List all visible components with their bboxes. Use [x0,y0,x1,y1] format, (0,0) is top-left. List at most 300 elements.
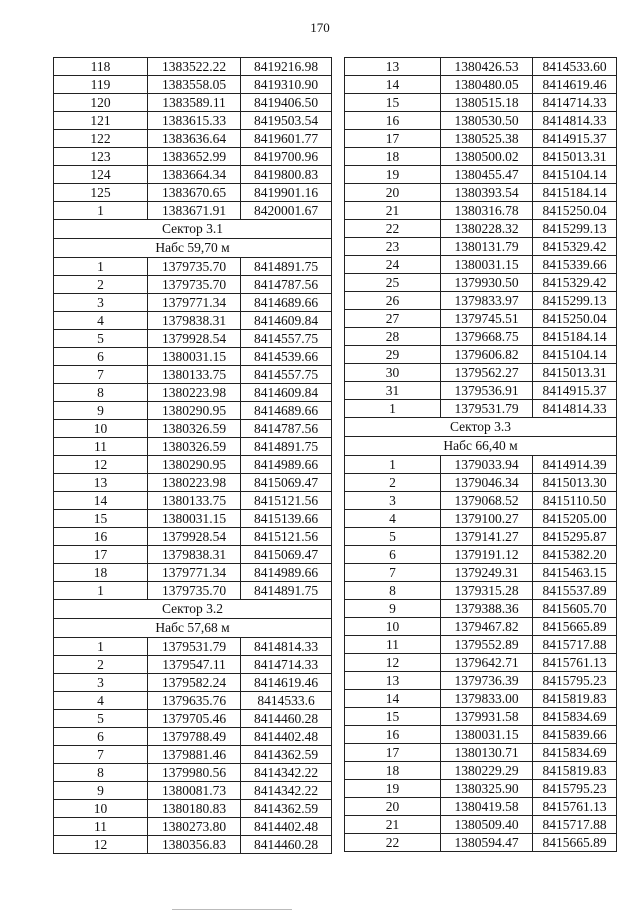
y-coordinate: 8415717.88 [533,816,617,834]
y-coordinate: 8415605.70 [533,600,617,618]
y-coordinate: 8414714.33 [241,656,332,674]
y-coordinate: 8419700.96 [241,148,332,166]
table-row [345,528,617,546]
x-coordinate: 1380031.15 [148,510,241,528]
x-coordinate: 1379771.34 [148,294,241,312]
point-number: 16 [345,112,441,130]
x-coordinate: 1379068.52 [441,492,533,510]
table-row [345,672,617,690]
table-row [345,834,617,852]
point-number: 7 [54,746,148,764]
point-number: 28 [345,328,441,346]
table-row [345,762,617,780]
y-coordinate: 8414609.84 [241,312,332,330]
table-row [345,238,617,256]
point-number: 2 [54,276,148,294]
table-row [345,112,617,130]
table-row [54,746,332,764]
table-row [54,510,332,528]
x-coordinate: 1380081.73 [148,782,241,800]
table-row [54,330,332,348]
table-row [54,710,332,728]
y-coordinate: 8414787.56 [241,420,332,438]
table-row [345,148,617,166]
point-number: 1 [54,582,148,600]
table-row [54,564,332,582]
y-coordinate: 8419216.98 [241,58,332,76]
point-number: 1 [54,258,148,276]
table-row [345,274,617,292]
x-coordinate: 1379668.75 [441,328,533,346]
x-coordinate: 1379547.11 [148,656,241,674]
point-number: 2 [345,474,441,492]
x-coordinate: 1383652.99 [148,148,241,166]
y-coordinate: 8415250.04 [533,202,617,220]
point-number: 1 [54,638,148,656]
section-header-row [54,619,332,638]
table-row [54,312,332,330]
y-coordinate: 8415761.13 [533,654,617,672]
point-number: 8 [345,582,441,600]
point-number: 10 [345,618,441,636]
y-coordinate: 8415121.56 [241,528,332,546]
table-row [345,94,617,112]
point-number: 4 [54,312,148,330]
table-row [345,220,617,238]
point-number: 5 [54,710,148,728]
table-row [345,492,617,510]
point-number: 16 [345,726,441,744]
point-number: 11 [54,438,148,456]
y-coordinate: 8414714.33 [533,94,617,112]
x-coordinate: 1380133.75 [148,366,241,384]
y-coordinate: 8415329.42 [533,274,617,292]
x-coordinate: 1380393.54 [441,184,533,202]
y-coordinate: 8414533.6 [241,692,332,710]
table-row [54,656,332,674]
table-row [345,310,617,328]
x-coordinate: 1380480.05 [441,76,533,94]
table-row [54,438,332,456]
x-coordinate: 1383670.65 [148,184,241,202]
x-coordinate: 1380131.79 [441,238,533,256]
x-coordinate: 1379033.94 [441,456,533,474]
y-coordinate: 8415839.66 [533,726,617,744]
table-row [54,112,332,130]
y-coordinate: 8415463.15 [533,564,617,582]
x-coordinate: 1379249.31 [441,564,533,582]
point-number: 11 [54,818,148,836]
x-coordinate: 1379536.91 [441,382,533,400]
x-coordinate: 1383615.33 [148,112,241,130]
point-number: 125 [54,184,148,202]
table-row [345,546,617,564]
y-coordinate: 8415382.20 [533,546,617,564]
y-coordinate: 8414402.48 [241,818,332,836]
x-coordinate: 1379705.46 [148,710,241,728]
table-row [345,456,617,474]
point-number: 10 [54,420,148,438]
point-number: 1 [345,400,441,418]
point-number: 14 [54,492,148,510]
table-row [345,292,617,310]
y-coordinate: 8415184.14 [533,184,617,202]
table-row [345,382,617,400]
y-coordinate: 8415205.00 [533,510,617,528]
x-coordinate: 1379467.82 [441,618,533,636]
point-number: 24 [345,256,441,274]
table-row [345,636,617,654]
x-coordinate: 1383522.22 [148,58,241,76]
table-row [54,638,332,656]
x-coordinate: 1379315.28 [441,582,533,600]
y-coordinate: 8414689.66 [241,402,332,420]
point-number: 1 [54,202,148,220]
table-row [345,256,617,274]
y-coordinate: 8415013.31 [533,364,617,382]
x-coordinate: 1380326.59 [148,420,241,438]
y-coordinate: 8419901.16 [241,184,332,202]
x-coordinate: 1380515.18 [441,94,533,112]
x-coordinate: 1379388.36 [441,600,533,618]
x-coordinate: 1379141.27 [441,528,533,546]
point-number: 9 [345,600,441,618]
x-coordinate: 1380419.58 [441,798,533,816]
y-coordinate: 8414914.39 [533,456,617,474]
section-header: Сектор 3.3 [345,418,617,437]
table-row [54,674,332,692]
point-number: 5 [345,528,441,546]
point-number: 21 [345,816,441,834]
table-row [54,94,332,112]
x-coordinate: 1380133.75 [148,492,241,510]
point-number: 19 [345,780,441,798]
point-number: 119 [54,76,148,94]
x-coordinate: 1380290.95 [148,456,241,474]
y-coordinate: 8414787.56 [241,276,332,294]
x-coordinate: 1379838.31 [148,546,241,564]
point-number: 1 [345,456,441,474]
y-coordinate: 8415795.23 [533,672,617,690]
table-row [54,528,332,546]
y-coordinate: 8414891.75 [241,438,332,456]
point-number: 17 [345,130,441,148]
point-number: 15 [345,94,441,112]
y-coordinate: 8414619.46 [241,674,332,692]
x-coordinate: 1379642.71 [441,654,533,672]
point-number: 30 [345,364,441,382]
y-coordinate: 8419601.77 [241,130,332,148]
table-row [54,546,332,564]
table-row [345,166,617,184]
section-header-row [345,437,617,456]
y-coordinate: 8414342.22 [241,782,332,800]
y-coordinate: 8415104.14 [533,346,617,364]
coordinates-table-right [344,57,617,852]
table-row [345,510,617,528]
x-coordinate: 1383558.05 [148,76,241,94]
point-number: 25 [345,274,441,292]
point-number: 122 [54,130,148,148]
x-coordinate: 1379735.70 [148,276,241,294]
table-row [54,800,332,818]
y-coordinate: 8414989.66 [241,456,332,474]
table-row [54,420,332,438]
point-number: 21 [345,202,441,220]
x-coordinate: 1379980.56 [148,764,241,782]
x-coordinate: 1383671.91 [148,202,241,220]
y-coordinate: 8414814.33 [533,112,617,130]
x-coordinate: 1379736.39 [441,672,533,690]
section-header: Набс 59,70 м [54,239,332,258]
table-row [54,728,332,746]
table-row [345,654,617,672]
point-number: 10 [54,800,148,818]
y-coordinate: 8415250.04 [533,310,617,328]
x-coordinate: 1379735.70 [148,582,241,600]
y-coordinate: 8415834.69 [533,744,617,762]
y-coordinate: 8415110.50 [533,492,617,510]
point-number: 9 [54,402,148,420]
y-coordinate: 8414891.75 [241,258,332,276]
table-row [54,130,332,148]
point-number: 18 [345,148,441,166]
x-coordinate: 1379100.27 [441,510,533,528]
x-coordinate: 1380326.59 [148,438,241,456]
table-row [345,816,617,834]
table-row [54,782,332,800]
table-row [345,600,617,618]
section-header-row [54,239,332,258]
point-number: 9 [54,782,148,800]
y-coordinate: 8415717.88 [533,636,617,654]
x-coordinate: 1380530.50 [441,112,533,130]
y-coordinate: 8419800.83 [241,166,332,184]
table-row [54,258,332,276]
x-coordinate: 1379833.00 [441,690,533,708]
y-coordinate: 8415819.83 [533,762,617,780]
y-coordinate: 8414362.59 [241,800,332,818]
y-coordinate: 8415339.66 [533,256,617,274]
y-coordinate: 8415013.30 [533,474,617,492]
table-row [345,564,617,582]
section-header: Набс 57,68 м [54,619,332,638]
y-coordinate: 8414915.37 [533,130,617,148]
table-row [345,328,617,346]
table-row [54,58,332,76]
point-number: 20 [345,184,441,202]
x-coordinate: 1380509.40 [441,816,533,834]
point-number: 3 [54,674,148,692]
x-coordinate: 1379833.97 [441,292,533,310]
y-coordinate: 8415537.89 [533,582,617,600]
point-number: 7 [54,366,148,384]
table-row [54,148,332,166]
point-number: 13 [54,474,148,492]
x-coordinate: 1379562.27 [441,364,533,382]
section-header-row [54,600,332,619]
point-number: 18 [54,564,148,582]
point-number: 29 [345,346,441,364]
table-row [345,690,617,708]
coordinates-table-left [53,57,332,854]
point-number: 8 [54,384,148,402]
table-row [54,366,332,384]
point-number: 14 [345,690,441,708]
x-coordinate: 1380180.83 [148,800,241,818]
x-coordinate: 1379606.82 [441,346,533,364]
x-coordinate: 1379928.54 [148,330,241,348]
table-row [345,798,617,816]
point-number: 12 [345,654,441,672]
y-coordinate: 8415295.87 [533,528,617,546]
x-coordinate: 1379735.70 [148,258,241,276]
y-coordinate: 8415819.83 [533,690,617,708]
table-row [54,764,332,782]
table-row [54,402,332,420]
y-coordinate: 8415013.31 [533,148,617,166]
table-row [345,618,617,636]
y-coordinate: 8415069.47 [241,546,332,564]
y-coordinate: 8414989.66 [241,564,332,582]
point-number: 17 [345,744,441,762]
x-coordinate: 1379531.79 [441,400,533,418]
y-coordinate: 8415761.13 [533,798,617,816]
point-number: 118 [54,58,148,76]
y-coordinate: 8414533.60 [533,58,617,76]
point-number: 13 [345,672,441,690]
table-row [54,202,332,220]
x-coordinate: 1379046.34 [441,474,533,492]
x-coordinate: 1379838.31 [148,312,241,330]
x-coordinate: 1379881.46 [148,746,241,764]
x-coordinate: 1379635.76 [148,692,241,710]
table-row [54,818,332,836]
table-row [345,130,617,148]
table-row [345,726,617,744]
point-number: 7 [345,564,441,582]
point-number: 31 [345,382,441,400]
point-number: 22 [345,220,441,238]
point-number: 123 [54,148,148,166]
x-coordinate: 1379788.49 [148,728,241,746]
y-coordinate: 8414460.28 [241,710,332,728]
section-header: Сектор 3.2 [54,600,332,619]
y-coordinate: 8414619.46 [533,76,617,94]
point-number: 121 [54,112,148,130]
table-row [54,474,332,492]
point-number: 6 [54,348,148,366]
table-row [54,692,332,710]
point-number: 5 [54,330,148,348]
x-coordinate: 1379745.51 [441,310,533,328]
x-coordinate: 1379931.58 [441,708,533,726]
point-number: 6 [345,546,441,564]
x-coordinate: 1380229.29 [441,762,533,780]
table-row [54,348,332,366]
x-coordinate: 1380031.15 [148,348,241,366]
x-coordinate: 1380500.02 [441,148,533,166]
x-coordinate: 1380316.78 [441,202,533,220]
table-row [54,384,332,402]
x-coordinate: 1379928.54 [148,528,241,546]
y-coordinate: 8415834.69 [533,708,617,726]
x-coordinate: 1380594.47 [441,834,533,852]
point-number: 6 [54,728,148,746]
table-row [54,276,332,294]
x-coordinate: 1379191.12 [441,546,533,564]
y-coordinate: 8415665.89 [533,834,617,852]
point-number: 19 [345,166,441,184]
point-number: 22 [345,834,441,852]
y-coordinate: 8414891.75 [241,582,332,600]
y-coordinate: 8414689.66 [241,294,332,312]
point-number: 3 [345,492,441,510]
y-coordinate: 8414814.33 [533,400,617,418]
x-coordinate: 1379930.50 [441,274,533,292]
y-coordinate: 8414609.84 [241,384,332,402]
y-coordinate: 8419503.54 [241,112,332,130]
x-coordinate: 1379771.34 [148,564,241,582]
x-coordinate: 1380290.95 [148,402,241,420]
x-coordinate: 1380223.98 [148,384,241,402]
x-coordinate: 1380325.90 [441,780,533,798]
y-coordinate: 8415665.89 [533,618,617,636]
table-row [54,582,332,600]
point-number: 12 [54,456,148,474]
y-coordinate: 8415121.56 [241,492,332,510]
x-coordinate: 1380031.15 [441,256,533,274]
table-row [345,364,617,382]
table-row [345,202,617,220]
table-row [345,780,617,798]
point-number: 11 [345,636,441,654]
table-row [345,474,617,492]
x-coordinate: 1380130.71 [441,744,533,762]
point-number: 13 [345,58,441,76]
y-coordinate: 8419406.50 [241,94,332,112]
y-coordinate: 8415184.14 [533,328,617,346]
y-coordinate: 8415299.13 [533,220,617,238]
table-row [54,184,332,202]
point-number: 27 [345,310,441,328]
table-row [345,76,617,94]
point-number: 8 [54,764,148,782]
point-number: 4 [345,510,441,528]
x-coordinate: 1379531.79 [148,638,241,656]
x-coordinate: 1383664.34 [148,166,241,184]
table-row [54,76,332,94]
point-number: 17 [54,546,148,564]
x-coordinate: 1380273.80 [148,818,241,836]
y-coordinate: 8414814.33 [241,638,332,656]
y-coordinate: 8420001.67 [241,202,332,220]
x-coordinate: 1380426.53 [441,58,533,76]
y-coordinate: 8414557.75 [241,366,332,384]
table-row [54,294,332,312]
scan-artifact-line [172,909,292,910]
x-coordinate: 1379552.89 [441,636,533,654]
point-number: 2 [54,656,148,674]
x-coordinate: 1380356.83 [148,836,241,854]
y-coordinate: 8415795.23 [533,780,617,798]
y-coordinate: 8415299.13 [533,292,617,310]
table-row [54,456,332,474]
table-row [345,58,617,76]
point-number: 20 [345,798,441,816]
x-coordinate: 1380455.47 [441,166,533,184]
point-number: 120 [54,94,148,112]
